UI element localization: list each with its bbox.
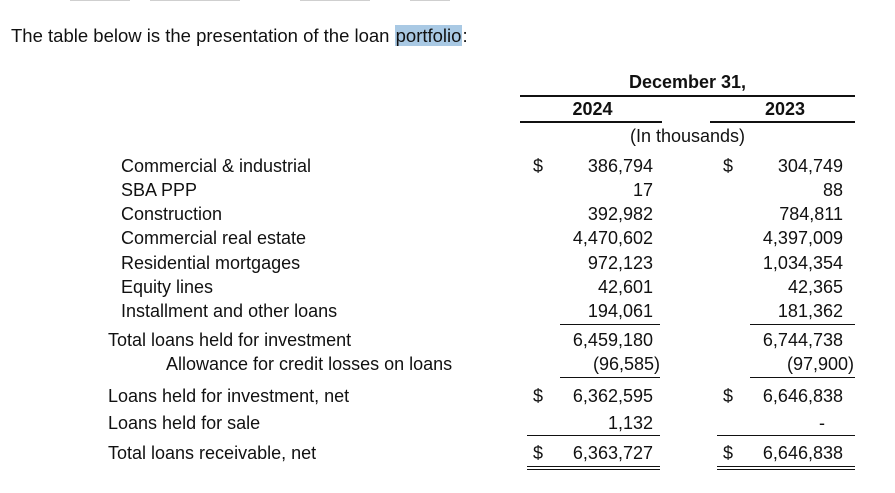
allowance-2024: (96,585): [592, 354, 660, 374]
intro-text: The table below is the presentation of the loan: [11, 25, 395, 46]
dollar-sign: $: [723, 156, 734, 176]
header-date: December 31,: [628, 72, 747, 92]
row-label: Construction: [121, 204, 223, 224]
value-2023: 1,034,354: [762, 253, 843, 273]
double-rule-top-2023: [717, 466, 855, 467]
column-2024-rule: [520, 121, 662, 123]
value-2023: 88: [822, 180, 843, 200]
dollar-sign: $: [723, 443, 734, 463]
for-sale-label: Loans held for sale: [108, 413, 261, 433]
intro-sentence: [11, 22, 468, 50]
total-rule-2023: [717, 435, 855, 436]
total-receivable-2024: 6,363,727: [572, 443, 653, 463]
total-held-2023: 6,744,738: [762, 330, 843, 350]
net-held-2023: 6,646,838: [762, 386, 843, 406]
value-2024: 194,061: [587, 301, 653, 321]
for-sale-2024: 1,132: [607, 413, 653, 433]
header-rule: [520, 95, 855, 97]
clipped-previous-line: [0, 0, 895, 2]
value-2024: 386,794: [587, 156, 653, 176]
allowance-label: Allowance for credit losses on loans: [166, 354, 453, 374]
value-2023: 4,397,009: [762, 228, 843, 248]
net-rule-2024: [560, 377, 660, 378]
subtotal-rule-2024: [560, 324, 660, 325]
value-2024: 42,601: [597, 277, 653, 297]
clipped-text-fragment: [0, 0, 895, 2]
double-rule-top-2024: [527, 466, 660, 467]
value-2024: 4,470,602: [572, 228, 653, 248]
dollar-sign: $: [723, 386, 734, 406]
double-rule-bottom-2024: [527, 469, 660, 470]
net-held-label: Loans held for investment, net: [108, 386, 350, 406]
highlighted-word[interactable]: portfolio: [395, 25, 462, 46]
value-2023: 181,362: [777, 301, 843, 321]
value-2024: 17: [632, 180, 653, 200]
row-label: Commercial & industrial: [121, 156, 312, 176]
column-2023-rule: [710, 121, 855, 123]
value-2023: 784,811: [779, 204, 843, 224]
for-sale-2023: -: [819, 413, 825, 433]
dollar-sign: $: [533, 156, 544, 176]
column-2023-header: 2023: [764, 99, 806, 119]
subtotal-rule-2023: [750, 324, 855, 325]
total-receivable-label: Total loans receivable, net: [108, 443, 317, 463]
total-held-label: Total loans held for investment: [108, 330, 352, 350]
row-label: SBA PPP: [121, 180, 198, 200]
dollar-sign: $: [533, 443, 544, 463]
row-label: Installment and other loans: [121, 301, 338, 321]
dollar-sign: $: [533, 386, 544, 406]
units-label: (In thousands): [629, 126, 746, 146]
total-rule-2024: [527, 435, 660, 436]
total-receivable-2023: 6,646,838: [762, 443, 843, 463]
intro-colon: :: [462, 25, 468, 46]
value-2023: 42,365: [787, 277, 843, 297]
value-2024: 972,123: [587, 253, 653, 273]
net-held-2024: 6,362,595: [572, 386, 653, 406]
value-2024: 392,982: [587, 204, 653, 224]
column-2024-header: 2024: [572, 99, 613, 119]
net-rule-2023: [750, 377, 855, 378]
row-label: Residential mortgages: [121, 253, 301, 273]
value-2023: 304,749: [777, 156, 843, 176]
double-rule-bottom-2023: [717, 469, 855, 470]
total-held-2024: 6,459,180: [572, 330, 653, 350]
row-label: Commercial real estate: [121, 228, 307, 248]
row-label: Equity lines: [121, 277, 214, 297]
allowance-2023: (97,900): [786, 354, 854, 374]
